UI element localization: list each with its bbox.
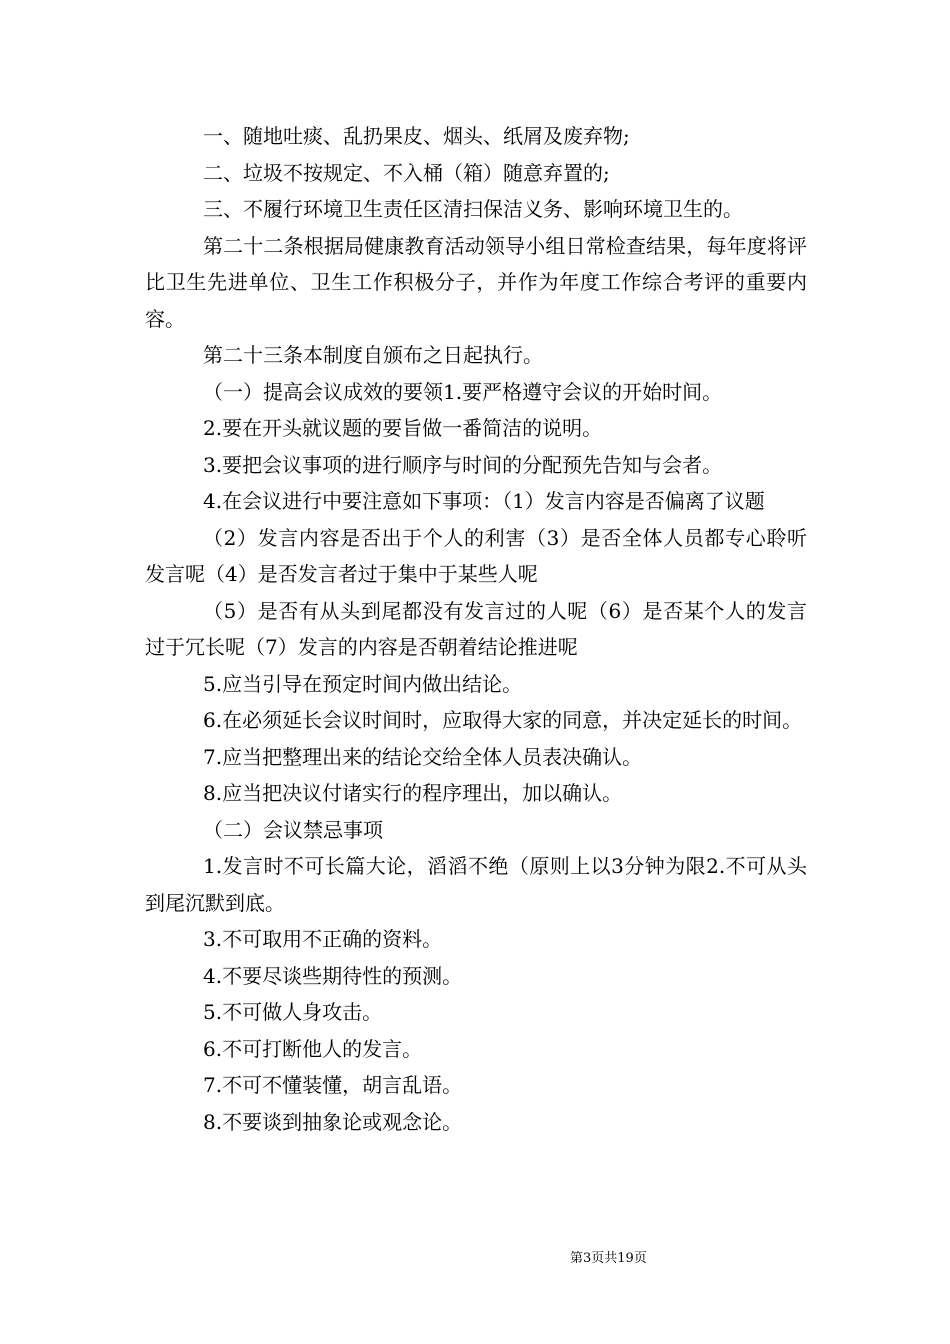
paragraph-23: 8.不要谈到抽象论或观念论。 xyxy=(203,1109,463,1134)
paragraph-18: 3.不可取用不正确的资料。 xyxy=(203,927,443,951)
paragraph-10: （2）发言内容是否出于个人的利害（3）是否全体人员都专心聆听发言呢（4）是否发言者过于集中于某些人呢 xyxy=(145,525,807,586)
paragraph-5: 第二十三条本制度自颁布之日起执行。 xyxy=(203,343,543,367)
page-number-footer: 第3页共19页 xyxy=(570,1251,647,1266)
paragraph-1: 一、随地吐痰、乱扔果皮、烟头、纸屑及废弃物; xyxy=(203,124,630,148)
paragraph-9: 4.在会议进行中要注意如下事项：（1）发言内容是否偏离了议题 xyxy=(203,489,765,513)
paragraph-12: 5.应当引导在预定时间内做出结论。 xyxy=(203,671,523,696)
paragraph-15: 8.应当把决议付诸实行的程序理出，加以确认。 xyxy=(203,781,623,805)
paragraph-2: 二、垃圾不按规定、不入桶（箱）随意弃置的; xyxy=(203,160,610,185)
paragraph-21: 6.不可打断他人的发言。 xyxy=(203,1036,423,1061)
paragraph-7: 2.要在开头就议题的要旨做一番简洁的说明。 xyxy=(203,416,603,440)
paragraph-17: 1.发言时不可长篇大论，滔滔不绝（原则上以3分钟为限2.不可从头到尾沉默到底。 xyxy=(145,854,807,915)
paragraph-8: 3.要把会议事项的进行顺序与时间的分配预先告知与会者。 xyxy=(203,452,723,477)
paragraph-6: （一）提高会议成效的要领1.要严格遵守会议的开始时间。 xyxy=(203,379,723,404)
paragraph-11: （5）是否有从头到尾都没有发言过的人呢（6）是否某个人的发言过于冗长呢（7）发言的内容是否朝着结论推进呢 xyxy=(145,598,807,659)
paragraph-22: 7.不可不懂装懂，胡言乱语。 xyxy=(203,1073,463,1097)
paragraph-16: （二）会议禁忌事项 xyxy=(203,817,383,842)
paragraph-3: 三、不履行环境卫生责任区清扫保洁义务、影响环境卫生的。 xyxy=(203,197,743,221)
document-body xyxy=(145,118,807,1140)
paragraph-19: 4.不要尽谈些期待性的预测。 xyxy=(203,963,463,988)
paragraph-13: 6.在必须延长会议时间时，应取得大家的同意，并决定延长的时间。 xyxy=(203,708,803,732)
paragraph-14: 7.应当把整理出来的结论交给全体人员表决确认。 xyxy=(203,744,643,769)
paragraph-20: 5.不可做人身攻击。 xyxy=(203,1000,383,1024)
paragraph-4: 第二十二条根据局健康教育活动领导小组日常检查结果，每年度将评比卫生先进单位、卫生工作积极分子，并作为年度工作综合考评的重要内容。 xyxy=(145,233,807,331)
